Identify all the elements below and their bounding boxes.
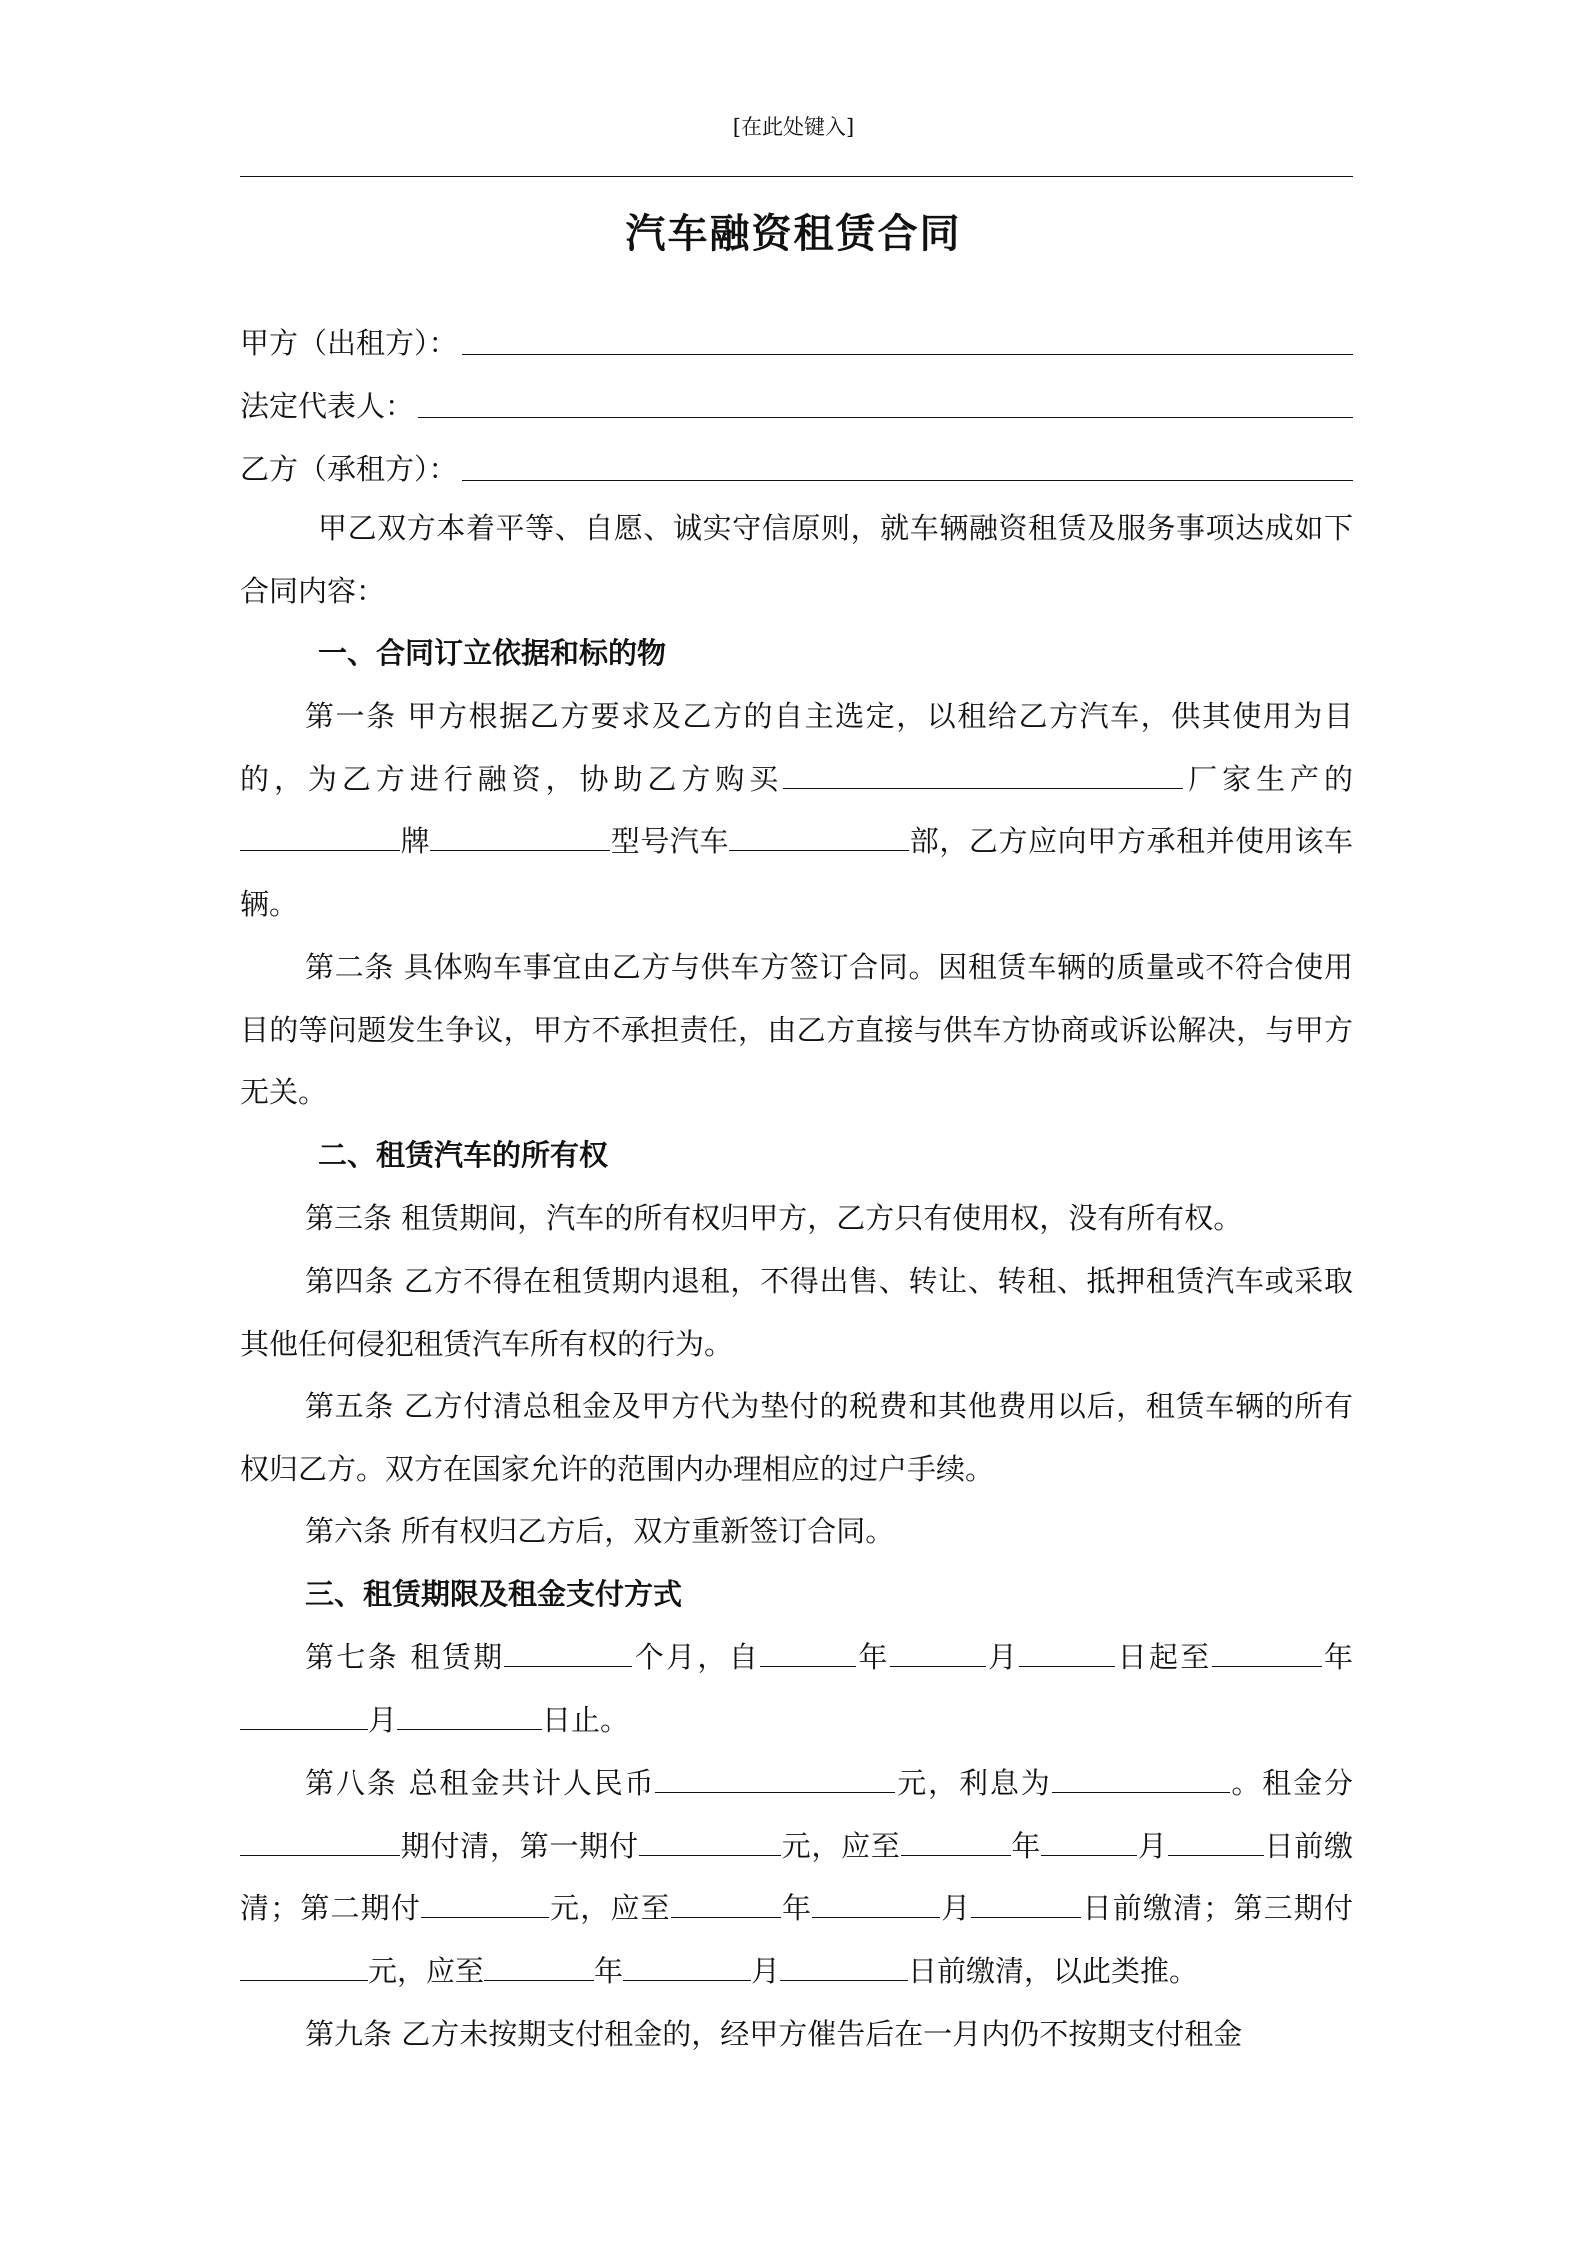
article-1-text-3: 牌 xyxy=(400,824,431,859)
article-7-text-3: 年 xyxy=(856,1640,890,1674)
end-month-blank[interactable] xyxy=(240,1699,368,1730)
second-month-blank[interactable] xyxy=(812,1887,940,1918)
party-a-field[interactable] xyxy=(240,313,1353,363)
article-6: 第六条 所有权归乙方后，双方重新签订合同。 xyxy=(305,1514,895,1548)
third-day-blank[interactable] xyxy=(780,1950,908,1981)
section-heading-2: 二、租赁汽车的所有权 xyxy=(318,1138,609,1172)
article-8-text-7: 月 xyxy=(1137,1828,1168,1863)
installments-blank[interactable] xyxy=(240,1825,400,1856)
end-year-blank[interactable] xyxy=(1212,1636,1322,1667)
header-divider xyxy=(240,176,1353,177)
first-month-blank[interactable] xyxy=(1041,1825,1137,1856)
article-8-text-4: 期付清，第一期付 xyxy=(400,1828,639,1863)
third-month-blank[interactable] xyxy=(623,1950,751,1981)
first-payment-blank[interactable] xyxy=(639,1825,781,1856)
model-blank[interactable] xyxy=(430,820,610,851)
party-a-label: 甲方（出租方）： xyxy=(240,326,458,360)
first-year-blank[interactable] xyxy=(901,1825,1011,1856)
article-7-text-1: 第七条 租赁期 xyxy=(305,1640,505,1674)
start-year-blank[interactable] xyxy=(760,1636,856,1667)
article-8-text-9: 元，应至 xyxy=(548,1891,671,1926)
first-day-blank[interactable] xyxy=(1168,1825,1264,1856)
article-7 xyxy=(240,1626,1353,1751)
article-7-text-4: 月 xyxy=(985,1640,1020,1674)
second-payment-blank[interactable] xyxy=(421,1887,549,1918)
third-year-blank[interactable] xyxy=(484,1950,594,1981)
article-7-text-8: 日止。 xyxy=(542,1702,630,1737)
article-9: 第九条 乙方未按期支付租金的，经甲方催告后在一月内仍不按期支付租金 xyxy=(305,2017,1243,2051)
article-4: 第四条 乙方不得在租赁期内退租，不得出售、转让、转租、抵押租赁汽车或采取其他任何侵犯租赁汽车所有权的行为。 xyxy=(240,1264,1353,1361)
article-2: 第二条 具体购车事宜由乙方与供车方签订合同。因租赁车辆的质量或不符合使用目的等问题发生争议，甲方不承担责任，由乙方直接与供车方协商或诉讼解决，与甲方无关。 xyxy=(240,950,1353,1110)
article-8-text-14: 年 xyxy=(594,1954,624,1989)
article-8-text-1: 第八条 总租金共计人民币 xyxy=(305,1766,656,1800)
start-month-blank[interactable] xyxy=(890,1636,986,1667)
article-5: 第五条 乙方付清总租金及甲方代为垫付的税费和其他费用以后，租赁车辆的所有权归乙方。双方在国家允许的范围内办理相应的过户手续。 xyxy=(240,1389,1353,1486)
party-a-blank[interactable] xyxy=(462,353,1353,355)
article-1-text-1: 第一条 甲方根据乙方要求及乙方的自主选定，以租给乙方汽车，供其使用为目的，为乙方进行融资，协助乙方购买 xyxy=(240,699,1353,796)
header-placeholder[interactable]: [在此处键入] xyxy=(732,115,855,139)
interest-blank[interactable] xyxy=(1052,1762,1230,1793)
document-title: 汽车融资租赁合同 xyxy=(625,210,962,257)
article-3: 第三条 租赁期间，汽车的所有权归甲方，乙方只有使用权，没有所有权。 xyxy=(305,1201,1243,1235)
article-1-text-4: 型号汽车 xyxy=(610,824,730,859)
article-8-text-5: 元，应至 xyxy=(780,1828,901,1863)
start-day-blank[interactable] xyxy=(1019,1636,1115,1667)
article-1 xyxy=(240,685,1353,936)
article-8-text-16: 日前缴清，以此类推。 xyxy=(908,1954,1199,1989)
article-7-text-7: 月 xyxy=(368,1702,398,1737)
article-1-text-2: 厂家生产的 xyxy=(1183,761,1353,796)
article-7-text-2: 个月，自 xyxy=(632,1640,761,1674)
third-payment-blank[interactable] xyxy=(240,1950,368,1981)
article-8-text-15: 月 xyxy=(751,1954,781,1989)
preamble: 甲乙双方本着平等、自愿、诚实守信原则，就车辆融资租赁及服务事项达成如下合同内容： xyxy=(240,511,1353,608)
article-8-text-3: 。租金分 xyxy=(1229,1766,1353,1800)
article-7-text-5: 日起至 xyxy=(1115,1640,1212,1674)
lease-months-blank[interactable] xyxy=(504,1636,632,1667)
end-day-blank[interactable] xyxy=(397,1699,542,1730)
manufacturer-blank[interactable] xyxy=(783,758,1183,789)
party-b-field[interactable] xyxy=(240,439,1353,489)
article-7-text-6: 年 xyxy=(1321,1640,1353,1674)
legal-rep-blank[interactable] xyxy=(418,416,1353,418)
total-rent-blank[interactable] xyxy=(655,1762,895,1793)
legal-rep-field[interactable] xyxy=(240,376,1353,426)
section-heading-3: 三、租赁期限及租金支付方式 xyxy=(305,1577,683,1611)
article-8 xyxy=(240,1752,1353,2003)
article-8-text-10: 年 xyxy=(780,1891,813,1926)
brand-blank[interactable] xyxy=(240,820,400,851)
party-b-blank[interactable] xyxy=(462,479,1353,481)
article-8-text-2: 元，利息为 xyxy=(895,1766,1052,1800)
second-day-blank[interactable] xyxy=(971,1887,1081,1918)
party-b-label: 乙方（承租方）： xyxy=(240,452,458,486)
legal-rep-label: 法定代表人： xyxy=(240,389,415,423)
article-8-text-8: 日前缴清；第二期付 xyxy=(240,1828,1353,1926)
second-year-blank[interactable] xyxy=(671,1887,781,1918)
article-8-text-6: 年 xyxy=(1010,1828,1042,1863)
article-8-text-13: 元，应至 xyxy=(368,1954,485,1989)
quantity-blank[interactable] xyxy=(729,820,909,851)
section-heading-1: 一、合同订立依据和标的物 xyxy=(318,636,667,670)
article-8-text-11: 月 xyxy=(940,1891,972,1926)
article-1-text-5: 部，乙方应向甲方承租并使用该车辆。 xyxy=(240,824,1353,922)
article-8-text-12: 日前缴清；第三期付 xyxy=(1081,1891,1353,1926)
